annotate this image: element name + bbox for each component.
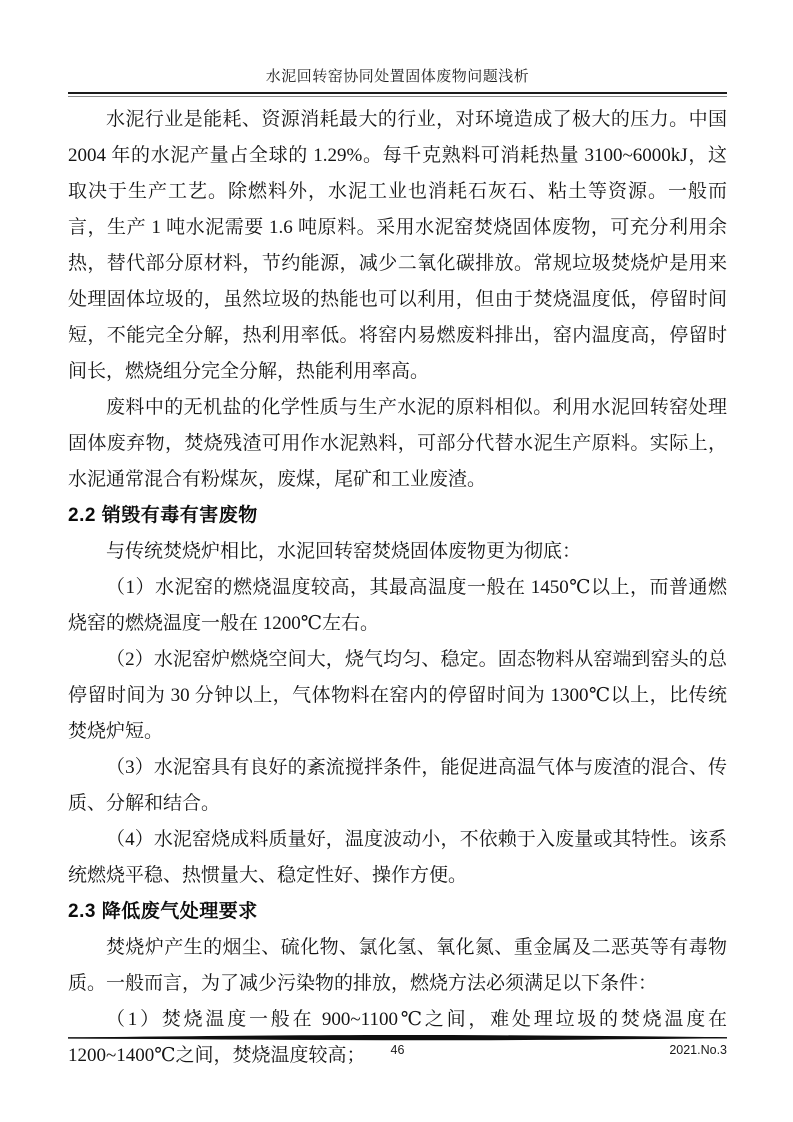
content-column [68,0,727,1074]
section-2-2-item-1: （1）水泥窑的燃烧温度较高，其最高温度一般在 1450℃以上，而普通燃烧窑的燃烧温度一般在 1200℃左右。 [68,577,727,634]
section-2-2-paragraph-1: 与传统焚烧炉相比，水泥回转窑焚烧固体废物更为彻底： [106,541,582,562]
page-footer [68,1034,727,1061]
document-body [68,97,727,1074]
issue-label: 2021.No.3 [669,1043,727,1057]
section-2-2-item-2: （2）水泥窑炉燃烧空间大，烧气均匀、稳定。固态物料从窑端到窑头的总停留时间为 30 分钟以上，气体物料在窑内的停留时间为 1300℃以上，比传统焚烧炉短。 [68,649,727,742]
section-2-2-item-3: （3）水泥窑具有良好的紊流搅拌条件，能促进高温气体与废渣的混合、传质、分解和结合。 [68,757,727,814]
section-heading-2-2: 2.2 销毁有毒有害废物 [68,505,258,526]
footer-row [68,1043,727,1061]
section-2-2-item-4: （4）水泥窑烧成料质量好，温度波动小，不依赖于入废量或其特性。该系统燃烧平稳、热惯量大、稳定性好、操作方便。 [68,829,727,886]
page-number: 46 [390,1043,405,1057]
running-title: 水泥回转窑协同处置固体废物问题浅析 [265,69,530,85]
intro-paragraph-2: 废料中的无机盐的化学性质与生产水泥的原料相似。利用水泥回转窑处理固体废弃物，焚烧残渣可用作水泥熟料，可部分代替水泥生产原料。实际上，水泥通常混合有粉煤灰，废煤，尾矿和工业废渣。 [68,397,727,490]
section-2-3-paragraph-1: 焚烧炉产生的烟尘、硫化物、氯化氢、氧化氮、重金属及二恶英等有毒物质。一般而言，为了减少污染物的排放，燃烧方法必须满足以下条件： [68,937,727,994]
intro-paragraph-1: 水泥行业是能耗、资源消耗最大的行业，对环境造成了极大的压力。中国 2004 年的水泥产量占全球的 1.29%。每千克熟料可消耗热量 3100~6000kJ，这取决于生产工艺。除燃料外，水泥工业也消耗石灰石、粘土等资源。一般而言，生产 1 吨水泥需要 1.6 吨原料。采用水泥窑焚烧固体废物，可充分利用余热，替代部分原材料，节约能源，减少二氧化碳排放。常规垃圾焚烧炉是用来处理固体垃圾的，虽然垃圾的热能也可以利用，但由于焚烧温度低，停留时间短，不能完全分解，热利用率低。将窑内易燃废料排出，窑内温度高，停留时间长，燃烧组分完全分解，热能利用率高。 [68,109,727,382]
section-2-3-item-1: （1）焚烧温度一般在 900~1100℃之间，难处理垃圾的焚烧温度在 1200~1400℃之间，焚烧温度较高； [68,1009,727,1066]
footer-rule [68,1034,727,1042]
page-header [68,0,727,97]
section-heading-2-3: 2.3 降低废气处理要求 [68,901,258,922]
